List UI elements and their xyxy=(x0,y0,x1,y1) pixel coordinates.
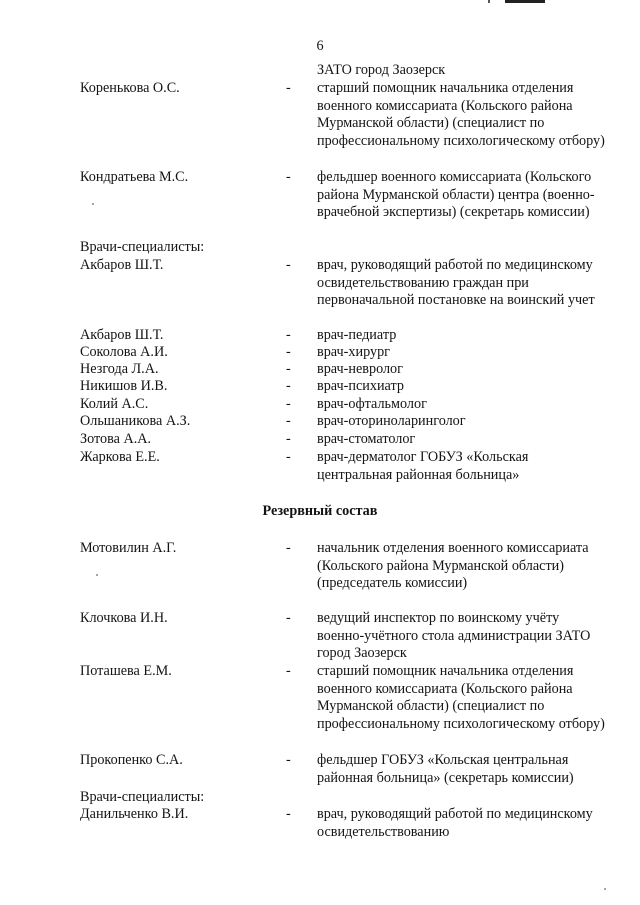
separator-dash: - xyxy=(286,361,291,377)
page-number: 6 xyxy=(316,38,324,54)
member-name: Кондратьева М.С. xyxy=(80,169,189,185)
separator-dash: - xyxy=(286,431,291,447)
member-role: начальник отделения военного комиссариата (Кольского района Мурманской области) (председатель комиссии) xyxy=(317,540,589,592)
member-name: Коренькова О.С. xyxy=(80,80,180,96)
member-role: врач-дерматолог ГОБУЗ «Кольская центральная районная больница» xyxy=(317,449,529,483)
doctors-heading: Врачи-специалисты: xyxy=(80,239,205,255)
separator-dash: - xyxy=(286,413,291,429)
member-name: Клочкова И.Н. xyxy=(80,610,168,626)
reserve-section-title: Резервный состав xyxy=(262,503,378,519)
member-role: врач-стоматолог xyxy=(317,431,416,447)
member-role: врач-невролог xyxy=(317,361,403,377)
scan-speck xyxy=(92,203,94,205)
separator-dash: - xyxy=(286,327,291,343)
member-role: старший помощник начальника отделения военного комиссариата (Кольского района Мурманской области) (специалист по профессиональному психологическому отбору) xyxy=(317,663,605,732)
member-name: Поташева Е.М. xyxy=(80,663,172,679)
separator-dash: - xyxy=(286,80,291,96)
separator-dash: - xyxy=(286,663,291,679)
scan-artifact xyxy=(505,0,545,3)
member-name: Акбаров Ш.Т. xyxy=(80,257,164,273)
scan-speck xyxy=(604,888,606,890)
member-role: ведущий инспектор по воинскому учёту военно-учётного стола администрации ЗАТО город Заозерск xyxy=(317,610,591,662)
separator-dash: - xyxy=(286,257,291,273)
separator-dash: - xyxy=(286,752,291,768)
member-role: врач-педиатр xyxy=(317,327,397,343)
separator-dash: - xyxy=(286,344,291,360)
entry-description: ЗАТО город Заозерск xyxy=(317,62,446,78)
member-name: Никишов И.В. xyxy=(80,378,168,394)
separator-dash: - xyxy=(286,378,291,394)
separator-dash: - xyxy=(286,449,291,465)
separator-dash: - xyxy=(286,540,291,556)
member-name: Мотовилин А.Г. xyxy=(80,540,177,556)
member-name: Прокопенко С.А. xyxy=(80,752,183,768)
member-name: Данильченко В.И. xyxy=(80,806,189,822)
member-name: Зотова А.А. xyxy=(80,431,152,447)
scan-speck xyxy=(96,574,98,576)
doctors-heading: Врачи-специалисты: xyxy=(80,789,205,805)
member-role: врач, руководящий работой по медицинскому освидетельствованию xyxy=(317,806,593,840)
separator-dash: - xyxy=(286,396,291,412)
member-name: Соколова А.И. xyxy=(80,344,168,360)
member-role: врач-психиатр xyxy=(317,378,404,394)
member-role: врач-хирург xyxy=(317,344,390,360)
member-role: врач-оториноларинголог xyxy=(317,413,466,429)
member-role: врач, руководящий работой по медицинскому освидетельствованию граждан при первоначальной постановке на воинский учет xyxy=(317,257,595,309)
member-role: врач-офтальмолог xyxy=(317,396,427,412)
member-role: фельдшер военного комиссариата (Кольского района Мурманской области) центра (военно-врачебной экспертизы) (секретарь комиссии) xyxy=(317,169,595,221)
member-role: старший помощник начальника отделения военного комиссариата (Кольского района Мурманской области) (специалист по профессиональному психологическому отбору) xyxy=(317,80,605,149)
member-role: фельдшер ГОБУЗ «Кольская центральная районная больница» (секретарь комиссии) xyxy=(317,752,574,786)
separator-dash: - xyxy=(286,806,291,822)
member-name: Ольшаникова А.З. xyxy=(80,413,191,429)
member-name: Жаркова Е.Е. xyxy=(80,449,160,465)
separator-dash: - xyxy=(286,610,291,626)
scan-artifact xyxy=(488,0,490,3)
member-name: Акбаров Ш.Т. xyxy=(80,327,164,343)
member-name: Колий А.С. xyxy=(80,396,149,412)
member-name: Незгода Л.А. xyxy=(80,361,159,377)
separator-dash: - xyxy=(286,169,291,185)
